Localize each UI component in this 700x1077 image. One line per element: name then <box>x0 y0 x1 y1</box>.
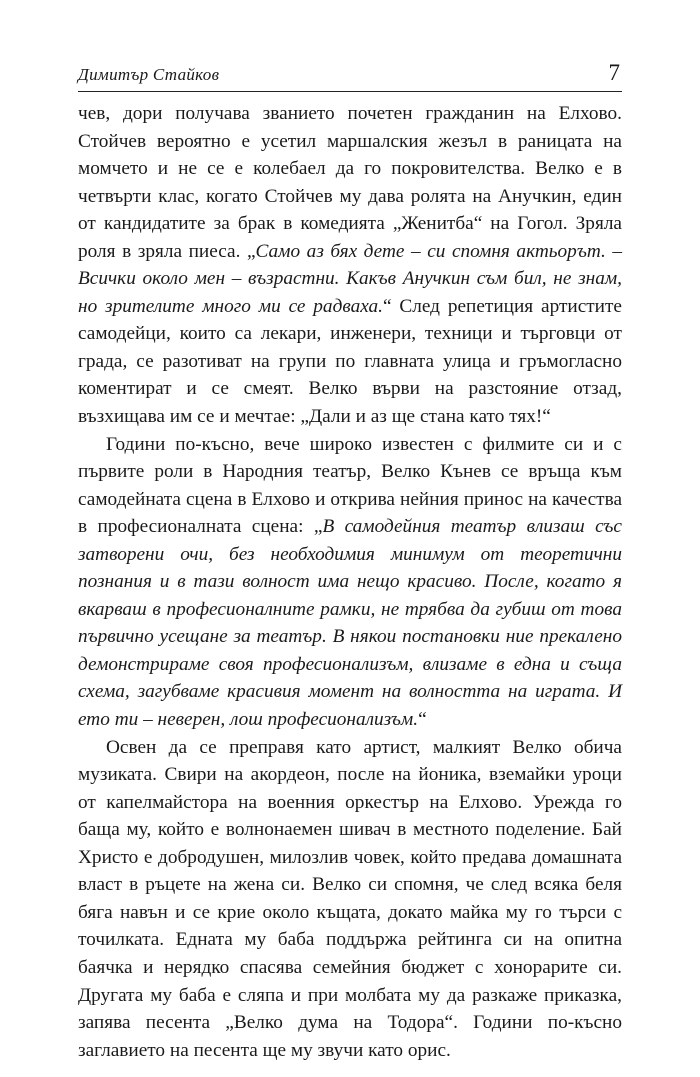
book-page <box>78 60 622 1064</box>
text-run: Години по-късно, вече широко известен с филмите си и с първите роли в Народния театър, Велко Кънев се връща към самодейната сцена в Елхово и открива нейния принос на качества в професионалната сцена: „ <box>78 433 622 538</box>
paragraph <box>78 100 622 431</box>
page-number: 7 <box>608 60 620 85</box>
quote-text: В самодейния театър влизаш със затворени очи, без необходимия минимум от теоретични познания и в тази волност има нещо красиво. После, когато я вкарваш в професионалните рамки, не трябва да губиш от това първично усещане за театър. В някои постановки ние прекалено демонстрираме своя професионализъм, влизаме в една и съща схема, загубваме красивия момент на волността на играта. И ето ти – неверен, лош професионализъм. <box>78 516 622 731</box>
text-run: “ След репетиция артистите самодейци, които са лекари, инженери, техници и търговци от града, се разотиват на групи по главната улица и гръмогласно коментират и се смеят. Велко върви на разстояние отзад, възхищава им се и мечтае: „Дали и аз ще стана като тях!“ <box>78 295 622 428</box>
quote-text: Само аз бях дете – си спомня актьорът. – Всички около мен – възрастни. Какъв Анучкин съм бил, не знам, но зрителите много ми се радваха. <box>78 240 622 317</box>
running-header <box>78 60 622 92</box>
text-run: Освен да се преправя като артист, малкият Велко обича музиката. Свири на акордеон, после на йоника, вземайки уроци от капелмайстора на военния оркестър на Елхово. Урежда го баща му, който е волнонаемен шивач в местното поделение. Бай Христо е добродушен, милозлив човек, който предава домашната власт в ръцете на жена си. Велко си спомня, че след всяка беля бяга навън и се крие около къщата, докато майка му го търси с точилката. Едната му баба поддържа рейтинга си на опитна баячка и нерядко спасява семейния бюджет с хонорарите си. Другата му баба е сляпа и при молбата му да разкаже приказка, запява песента „Велко дума на Тодора“. Години по-късно заглавието на песента ще му звучи като орис. <box>78 736 622 1061</box>
author-name: Димитър Стайков <box>78 65 220 84</box>
paragraph <box>78 431 622 734</box>
text-run: чев, дори получава званието почетен гражданин на Елхово. Стойчев вероятно е усетил маршалския жезъл в раницата на момчето и не се е колебаел да го покровителства. Велко е в четвърти клас, когато Стойчев му дава ролята на Анучкин, един от кандидатите за брак в комедията „Женитба“ на Гогол. Зряла роля в зряла пиеса. „ <box>78 103 622 262</box>
body-text <box>78 100 622 1064</box>
paragraph <box>78 734 622 1065</box>
text-run: “ <box>418 709 427 731</box>
